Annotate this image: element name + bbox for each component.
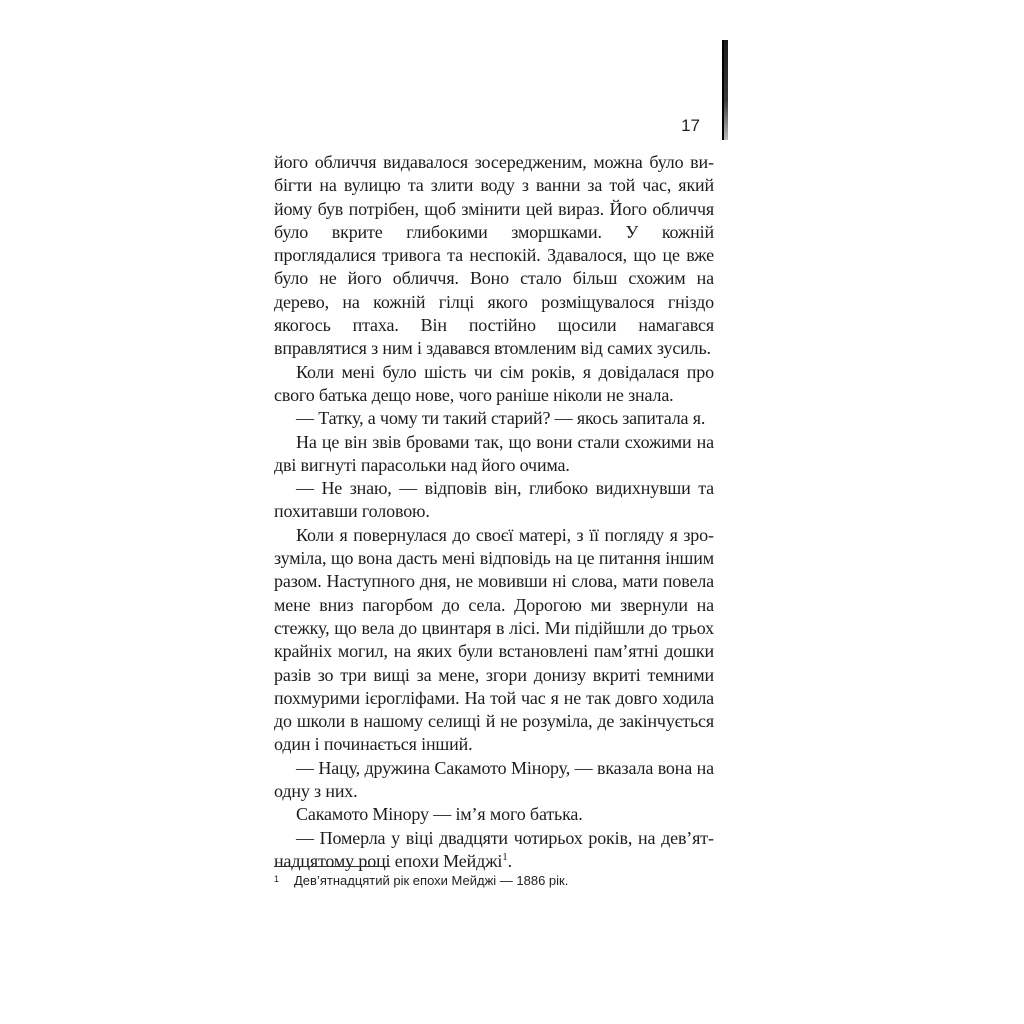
dialogue-text: — Померла у віці двадцяти чотирьох років, на дев’ятнадцятому році епохи Мейджі xyxy=(274,827,714,871)
paragraph: його обличчя видавалося зосередженим, можна було вибігти на вулицю та злити воду з ванни за той час, який йому був потрібен, щоб змінити цей вираз. Його обличчя було вкрите глибокими зморшками. У кожній проглядалися тривога та неспокій. Здавалося, що це вже було не його обличчя. Воно стало більш схожим на дерево, на кожній гілці якого розміщувалося гніздо якогось птаха. Він постійно щосили намагався вправлятися з ним і здавався втомленим від самих зусиль. xyxy=(274,152,714,359)
body-text xyxy=(274,151,714,873)
dialogue-line: — Нацу, дружина Сакамото Мінору, — вказала вона на одну з них. xyxy=(274,757,714,802)
footnote-reference: 1 xyxy=(502,850,508,863)
paragraph: Коли я повернулася до своєї матері, з її погляду я зрозуміла, що вона дасть мені відповідь на це питання іншим разом. Наступного дня, не мовивши ні слова, мати повела мене вниз пагорбом до села. Дорогою ми звернули на стежку, що вела до цвинтаря в лісі. Ми підійшли до трьох крайніх могил, на яких були встановлені пам’ятні дошки разів зо три вищі за мене, згори донизу вкриті темними похмурими ієрогліфами. На той час я не так довго ходила до школи в нашому селищі й не розуміла, де закінчується один і починається інший. xyxy=(274,524,714,755)
page-edge-shadow xyxy=(722,40,728,140)
dialogue-line: — Татку, а чому ти такий старий? — якось запитала я. xyxy=(296,408,706,429)
footnote-divider xyxy=(274,866,390,867)
page-number: 17 xyxy=(681,116,700,135)
paragraph: Сакамото Мінору — ім’я мого батька. xyxy=(296,804,583,825)
footnote xyxy=(274,872,714,890)
dialogue-line: — Померла у віці двадцяти чотирьох років, на дев’ятнадцятому році епохи Мейджі$^1$. xyxy=(274,827,714,871)
paragraph: На це він звів бровами так, що вони стали схожими на дві вигнуті парасольки над його очима. xyxy=(274,431,714,475)
paragraph: Коли мені було шість чи сім років, я довідалася про свого батька дещо нове, чого раніше ніколи не знала. xyxy=(274,361,714,405)
footnote-marker: 1 xyxy=(274,874,280,884)
footnote-text: Дев’ятнадцятий рік епохи Мейджі — 1886 рік. xyxy=(294,873,569,888)
dialogue-line: — Не знаю, — відповів він, глибоко видихнувши та похитавши головою. xyxy=(274,478,714,522)
